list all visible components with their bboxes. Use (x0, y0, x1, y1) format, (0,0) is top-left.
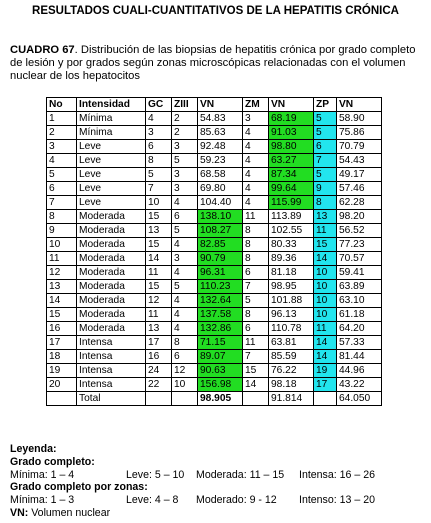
legend-gz-title: Grado completo por zonas: (10, 481, 148, 494)
legend-gc-moderada: Moderada: 11 – 15 (196, 468, 285, 481)
cell-zm: 4 (243, 196, 269, 210)
cell-total-vn-ziii: 98.905 (198, 392, 243, 406)
cell-intensidad: Intensa (77, 364, 146, 378)
cell-no: 4 (47, 154, 77, 168)
cell-ziii: 3 (172, 182, 198, 196)
header-vn-zm: VN (269, 98, 314, 112)
cell-ziii: 6 (172, 210, 198, 224)
cell-zp: 15 (314, 238, 337, 252)
cell-no: 18 (47, 350, 77, 364)
cell-zm: 11 (243, 336, 269, 350)
cell-gc: 8 (146, 154, 172, 168)
table-row (47, 378, 382, 392)
cell-vn-zp: 98.20 (337, 210, 382, 224)
header-ziii: ZIII (172, 98, 198, 112)
cell-zm: 3 (243, 112, 269, 126)
table-row (47, 126, 382, 140)
cell-no: 17 (47, 336, 77, 350)
cell-vn-ziii: 89.07 (198, 350, 243, 364)
cell-vn-zm: 76.22 (269, 364, 314, 378)
cell-no: 6 (47, 182, 77, 196)
cell-vn-zp: 77.23 (337, 238, 382, 252)
cell-total-empty (172, 392, 198, 406)
legend-gz-intenso: Intenso: 13 – 20 (299, 494, 375, 507)
cell-vn-zm: 87.34 (269, 168, 314, 182)
cell-zm: 6 (243, 322, 269, 336)
cell-intensidad: Moderada (77, 308, 146, 322)
cell-zm: 7 (243, 280, 269, 294)
cell-zp: 5 (314, 112, 337, 126)
cell-vn-ziii: 108.27 (198, 224, 243, 238)
cell-ziii: 2 (172, 126, 198, 140)
table-row (47, 168, 382, 182)
cell-zm: 5 (243, 294, 269, 308)
cell-vn-ziii: 137.58 (198, 308, 243, 322)
cell-vn-ziii: 90.79 (198, 252, 243, 266)
table-row (47, 294, 382, 308)
cell-ziii: 10 (172, 378, 198, 392)
cell-vn-zp: 59.41 (337, 266, 382, 280)
cell-ziii: 8 (172, 336, 198, 350)
cell-zp: 11 (314, 322, 337, 336)
legend-gz-leve: Leve: 4 – 8 (126, 494, 179, 507)
cell-total-empty (47, 392, 77, 406)
cell-ziii: 4 (172, 238, 198, 252)
table-row (47, 336, 382, 350)
header-zm: ZM (243, 98, 269, 112)
cell-vn-zm: 80.33 (269, 238, 314, 252)
cell-zm: 11 (243, 210, 269, 224)
cell-vn-zm: 115.99 (269, 196, 314, 210)
cell-intensidad: Leve (77, 168, 146, 182)
legend (10, 443, 375, 520)
cell-no: 5 (47, 168, 77, 182)
cell-zm: 8 (243, 238, 269, 252)
cell-vn-ziii: 110.23 (198, 280, 243, 294)
cell-ziii: 6 (172, 350, 198, 364)
cell-ziii: 3 (172, 252, 198, 266)
cell-gc: 11 (146, 308, 172, 322)
cell-vn-ziii: 69.80 (198, 182, 243, 196)
cell-zp: 19 (314, 364, 337, 378)
cell-vn-ziii: 138.10 (198, 210, 243, 224)
legend-gz-moderado: Moderado: 9 - 12 (196, 494, 277, 507)
cell-intensidad: Leve (77, 154, 146, 168)
cell-ziii: 5 (172, 224, 198, 238)
cell-gc: 10 (146, 196, 172, 210)
cell-zp: 11 (314, 224, 337, 238)
cell-ziii: 5 (172, 154, 198, 168)
cell-vn-ziii: 132.86 (198, 322, 243, 336)
cell-zp: 14 (314, 336, 337, 350)
cell-vn-ziii: 82.85 (198, 238, 243, 252)
cell-gc: 15 (146, 280, 172, 294)
cell-vn-zm: 63.27 (269, 154, 314, 168)
cell-vn-zp: 75.86 (337, 126, 382, 140)
cell-zm: 6 (243, 266, 269, 280)
cell-gc: 4 (146, 112, 172, 126)
cell-zm: 14 (243, 378, 269, 392)
cell-vn-zp: 64.20 (337, 322, 382, 336)
table-row (47, 350, 382, 364)
legend-gc-title: Grado completo: (10, 455, 95, 468)
cell-zm: 4 (243, 168, 269, 182)
table-row (47, 308, 382, 322)
cell-vn-zp: 43.22 (337, 378, 382, 392)
cell-vn-zm: 98.80 (269, 140, 314, 154)
cell-gc: 16 (146, 350, 172, 364)
legend-gc-items (10, 469, 375, 482)
cell-zp: 14 (314, 252, 337, 266)
cell-zp: 10 (314, 294, 337, 308)
cell-intensidad: Moderada (77, 266, 146, 280)
cell-ziii: 4 (172, 294, 198, 308)
cell-zp: 6 (314, 140, 337, 154)
cell-zp: 13 (314, 210, 337, 224)
cell-vn-ziii: 104.40 (198, 196, 243, 210)
cell-no: 1 (47, 112, 77, 126)
cell-vn-zm: 98.95 (269, 280, 314, 294)
cell-zp: 5 (314, 126, 337, 140)
cell-vn-ziii: 71.15 (198, 336, 243, 350)
cell-no: 19 (47, 364, 77, 378)
table-row (47, 112, 382, 126)
cell-intensidad: Intensa (77, 350, 146, 364)
cell-vn-ziii: 156.98 (198, 378, 243, 392)
cell-zm: 4 (243, 140, 269, 154)
table-row (47, 322, 382, 336)
cell-gc: 13 (146, 224, 172, 238)
cell-vn-zm: 113.89 (269, 210, 314, 224)
cell-no: 14 (47, 294, 77, 308)
cell-zp: 17 (314, 378, 337, 392)
cell-gc: 15 (146, 210, 172, 224)
cell-no: 15 (47, 308, 77, 322)
cell-gc: 11 (146, 266, 172, 280)
cell-gc: 15 (146, 238, 172, 252)
cell-no: 20 (47, 378, 77, 392)
cell-gc: 22 (146, 378, 172, 392)
cell-vn-zp: 54.43 (337, 154, 382, 168)
header-vn-ziii: VN (198, 98, 243, 112)
cell-no: 9 (47, 224, 77, 238)
cell-no: 7 (47, 196, 77, 210)
table-row (47, 182, 382, 196)
cell-intensidad: Leve (77, 196, 146, 210)
cell-intensidad: Moderada (77, 252, 146, 266)
cell-vn-zm: 102.55 (269, 224, 314, 238)
cell-ziii: 3 (172, 168, 198, 182)
cell-intensidad: Leve (77, 140, 146, 154)
table-row (47, 280, 382, 294)
cell-vn-zm: 110.78 (269, 322, 314, 336)
cell-vn-zp: 63.89 (337, 280, 382, 294)
cell-vn-ziii: 59.23 (198, 154, 243, 168)
cell-gc: 7 (146, 182, 172, 196)
cell-intensidad: Moderada (77, 322, 146, 336)
cell-vn-zp: 58.90 (337, 112, 382, 126)
legend-gc-intensa: Intensa: 16 – 26 (299, 468, 375, 481)
cell-ziii: 4 (172, 322, 198, 336)
legend-gz-minima: Mínima: 1 – 3 (10, 494, 75, 507)
cell-gc: 6 (146, 140, 172, 154)
cell-vn-ziii: 92.48 (198, 140, 243, 154)
cell-zm: 8 (243, 308, 269, 322)
cell-intensidad: Intensa (77, 336, 146, 350)
cell-zp: 10 (314, 308, 337, 322)
cell-total-vn-zm: 91.814 (269, 392, 314, 406)
cell-no: 11 (47, 252, 77, 266)
cell-vn-zp: 56.52 (337, 224, 382, 238)
cell-vn-zm: 98.18 (269, 378, 314, 392)
legend-gc-minima: Mínima: 1 – 4 (10, 468, 75, 481)
cell-vn-zp: 57.33 (337, 336, 382, 350)
legend-gc-leve: Leve: 5 – 10 (126, 468, 185, 481)
table-row (47, 154, 382, 168)
legend-vn (10, 507, 375, 520)
cell-zm: 8 (243, 224, 269, 238)
cell-ziii: 4 (172, 196, 198, 210)
cell-vn-ziii: 54.83 (198, 112, 243, 126)
header-no: No (47, 98, 77, 112)
legend-vn-label: VN: (10, 506, 29, 519)
cell-vn-ziii: 132.64 (198, 294, 243, 308)
cell-intensidad: Moderada (77, 280, 146, 294)
cell-intensidad: Moderada (77, 238, 146, 252)
cell-zp: 5 (314, 168, 337, 182)
legend-gz-items (10, 494, 375, 507)
cell-vn-zp: 62.28 (337, 196, 382, 210)
cell-intensidad: Moderada (77, 210, 146, 224)
results-table (46, 97, 382, 406)
header-zp: ZP (314, 98, 337, 112)
header-vn-zp: VN (337, 98, 382, 112)
cell-ziii: 2 (172, 112, 198, 126)
table-header-row (47, 98, 382, 112)
cell-gc: 3 (146, 126, 172, 140)
table-row (47, 252, 382, 266)
table-row (47, 210, 382, 224)
cell-zp: 9 (314, 182, 337, 196)
cell-ziii: 3 (172, 140, 198, 154)
header-gc: GC (146, 98, 172, 112)
cell-vn-zm: 68.19 (269, 112, 314, 126)
cell-vn-zp: 70.57 (337, 252, 382, 266)
cell-zp: 8 (314, 196, 337, 210)
table-row (47, 140, 382, 154)
cell-gc: 17 (146, 336, 172, 350)
cell-intensidad: Leve (77, 182, 146, 196)
caption-text: . Distribución de las biopsias de hepatitis crónica por grado completo de lesión y por grados según zonas microscópicas relacionadas con el volumen nuclear de los hepatocitos (10, 44, 416, 82)
cell-vn-zm: 85.59 (269, 350, 314, 364)
table-body (47, 112, 382, 406)
cell-ziii: 4 (172, 266, 198, 280)
cell-vn-zm: 101.88 (269, 294, 314, 308)
cell-zp: 14 (314, 350, 337, 364)
legend-title: Leyenda: (10, 443, 57, 455)
cell-zm: 4 (243, 182, 269, 196)
cell-vn-ziii: 96.31 (198, 266, 243, 280)
table-row (47, 364, 382, 378)
cell-vn-zm: 89.36 (269, 252, 314, 266)
cell-vn-zm: 81.18 (269, 266, 314, 280)
cell-zp: 10 (314, 266, 337, 280)
cell-no: 16 (47, 322, 77, 336)
cell-zm: 4 (243, 126, 269, 140)
cell-total-empty (243, 392, 269, 406)
cell-zm: 4 (243, 154, 269, 168)
cell-vn-zp: 70.79 (337, 140, 382, 154)
cell-ziii: 5 (172, 280, 198, 294)
cell-zp: 7 (314, 154, 337, 168)
cell-zm: 15 (243, 364, 269, 378)
cell-vn-zp: 49.17 (337, 168, 382, 182)
table-row (47, 196, 382, 210)
cell-intensidad: Mínima (77, 126, 146, 140)
header-intensidad: Intensidad (77, 98, 146, 112)
cell-ziii: 12 (172, 364, 198, 378)
cell-vn-zp: 81.44 (337, 350, 382, 364)
cell-vn-zp: 57.46 (337, 182, 382, 196)
caption-label: CUADRO 67 (10, 44, 75, 56)
cell-no: 12 (47, 266, 77, 280)
cell-gc: 13 (146, 322, 172, 336)
cell-intensidad: Mínima (77, 112, 146, 126)
cell-ziii: 4 (172, 308, 198, 322)
cell-zp: 10 (314, 280, 337, 294)
table-row (47, 224, 382, 238)
cell-vn-zm: 99.64 (269, 182, 314, 196)
cell-vn-zp: 63.10 (337, 294, 382, 308)
cell-no: 8 (47, 210, 77, 224)
table-row (47, 238, 382, 252)
cell-intensidad: Moderada (77, 294, 146, 308)
cell-gc: 5 (146, 168, 172, 182)
cell-total-empty (314, 392, 337, 406)
cell-total-empty (146, 392, 172, 406)
cell-intensidad: Moderada (77, 224, 146, 238)
legend-vn-text: Volumen nuclear (28, 506, 111, 519)
cell-total-label: Total (77, 392, 146, 406)
cell-vn-ziii: 90.63 (198, 364, 243, 378)
cell-gc: 14 (146, 252, 172, 266)
cell-total-vn-zp: 64.050 (337, 392, 382, 406)
table-caption (10, 44, 425, 83)
cell-vn-zp: 61.18 (337, 308, 382, 322)
cell-no: 3 (47, 140, 77, 154)
page-title: RESULTADOS CUALI-CUANTITATIVOS DE LA HEPATITIS CRÓNICA (32, 5, 399, 17)
cell-zm: 7 (243, 350, 269, 364)
cell-no: 2 (47, 126, 77, 140)
cell-no: 10 (47, 238, 77, 252)
cell-vn-ziii: 68.58 (198, 168, 243, 182)
cell-vn-zm: 96.13 (269, 308, 314, 322)
table-row (47, 266, 382, 280)
cell-vn-ziii: 85.63 (198, 126, 243, 140)
cell-gc: 12 (146, 294, 172, 308)
cell-gc: 24 (146, 364, 172, 378)
cell-vn-zp: 44.96 (337, 364, 382, 378)
cell-vn-zm: 91.03 (269, 126, 314, 140)
table-total-row (47, 392, 382, 406)
cell-vn-zm: 63.81 (269, 336, 314, 350)
cell-intensidad: Intensa (77, 378, 146, 392)
cell-no: 13 (47, 280, 77, 294)
cell-zm: 8 (243, 252, 269, 266)
